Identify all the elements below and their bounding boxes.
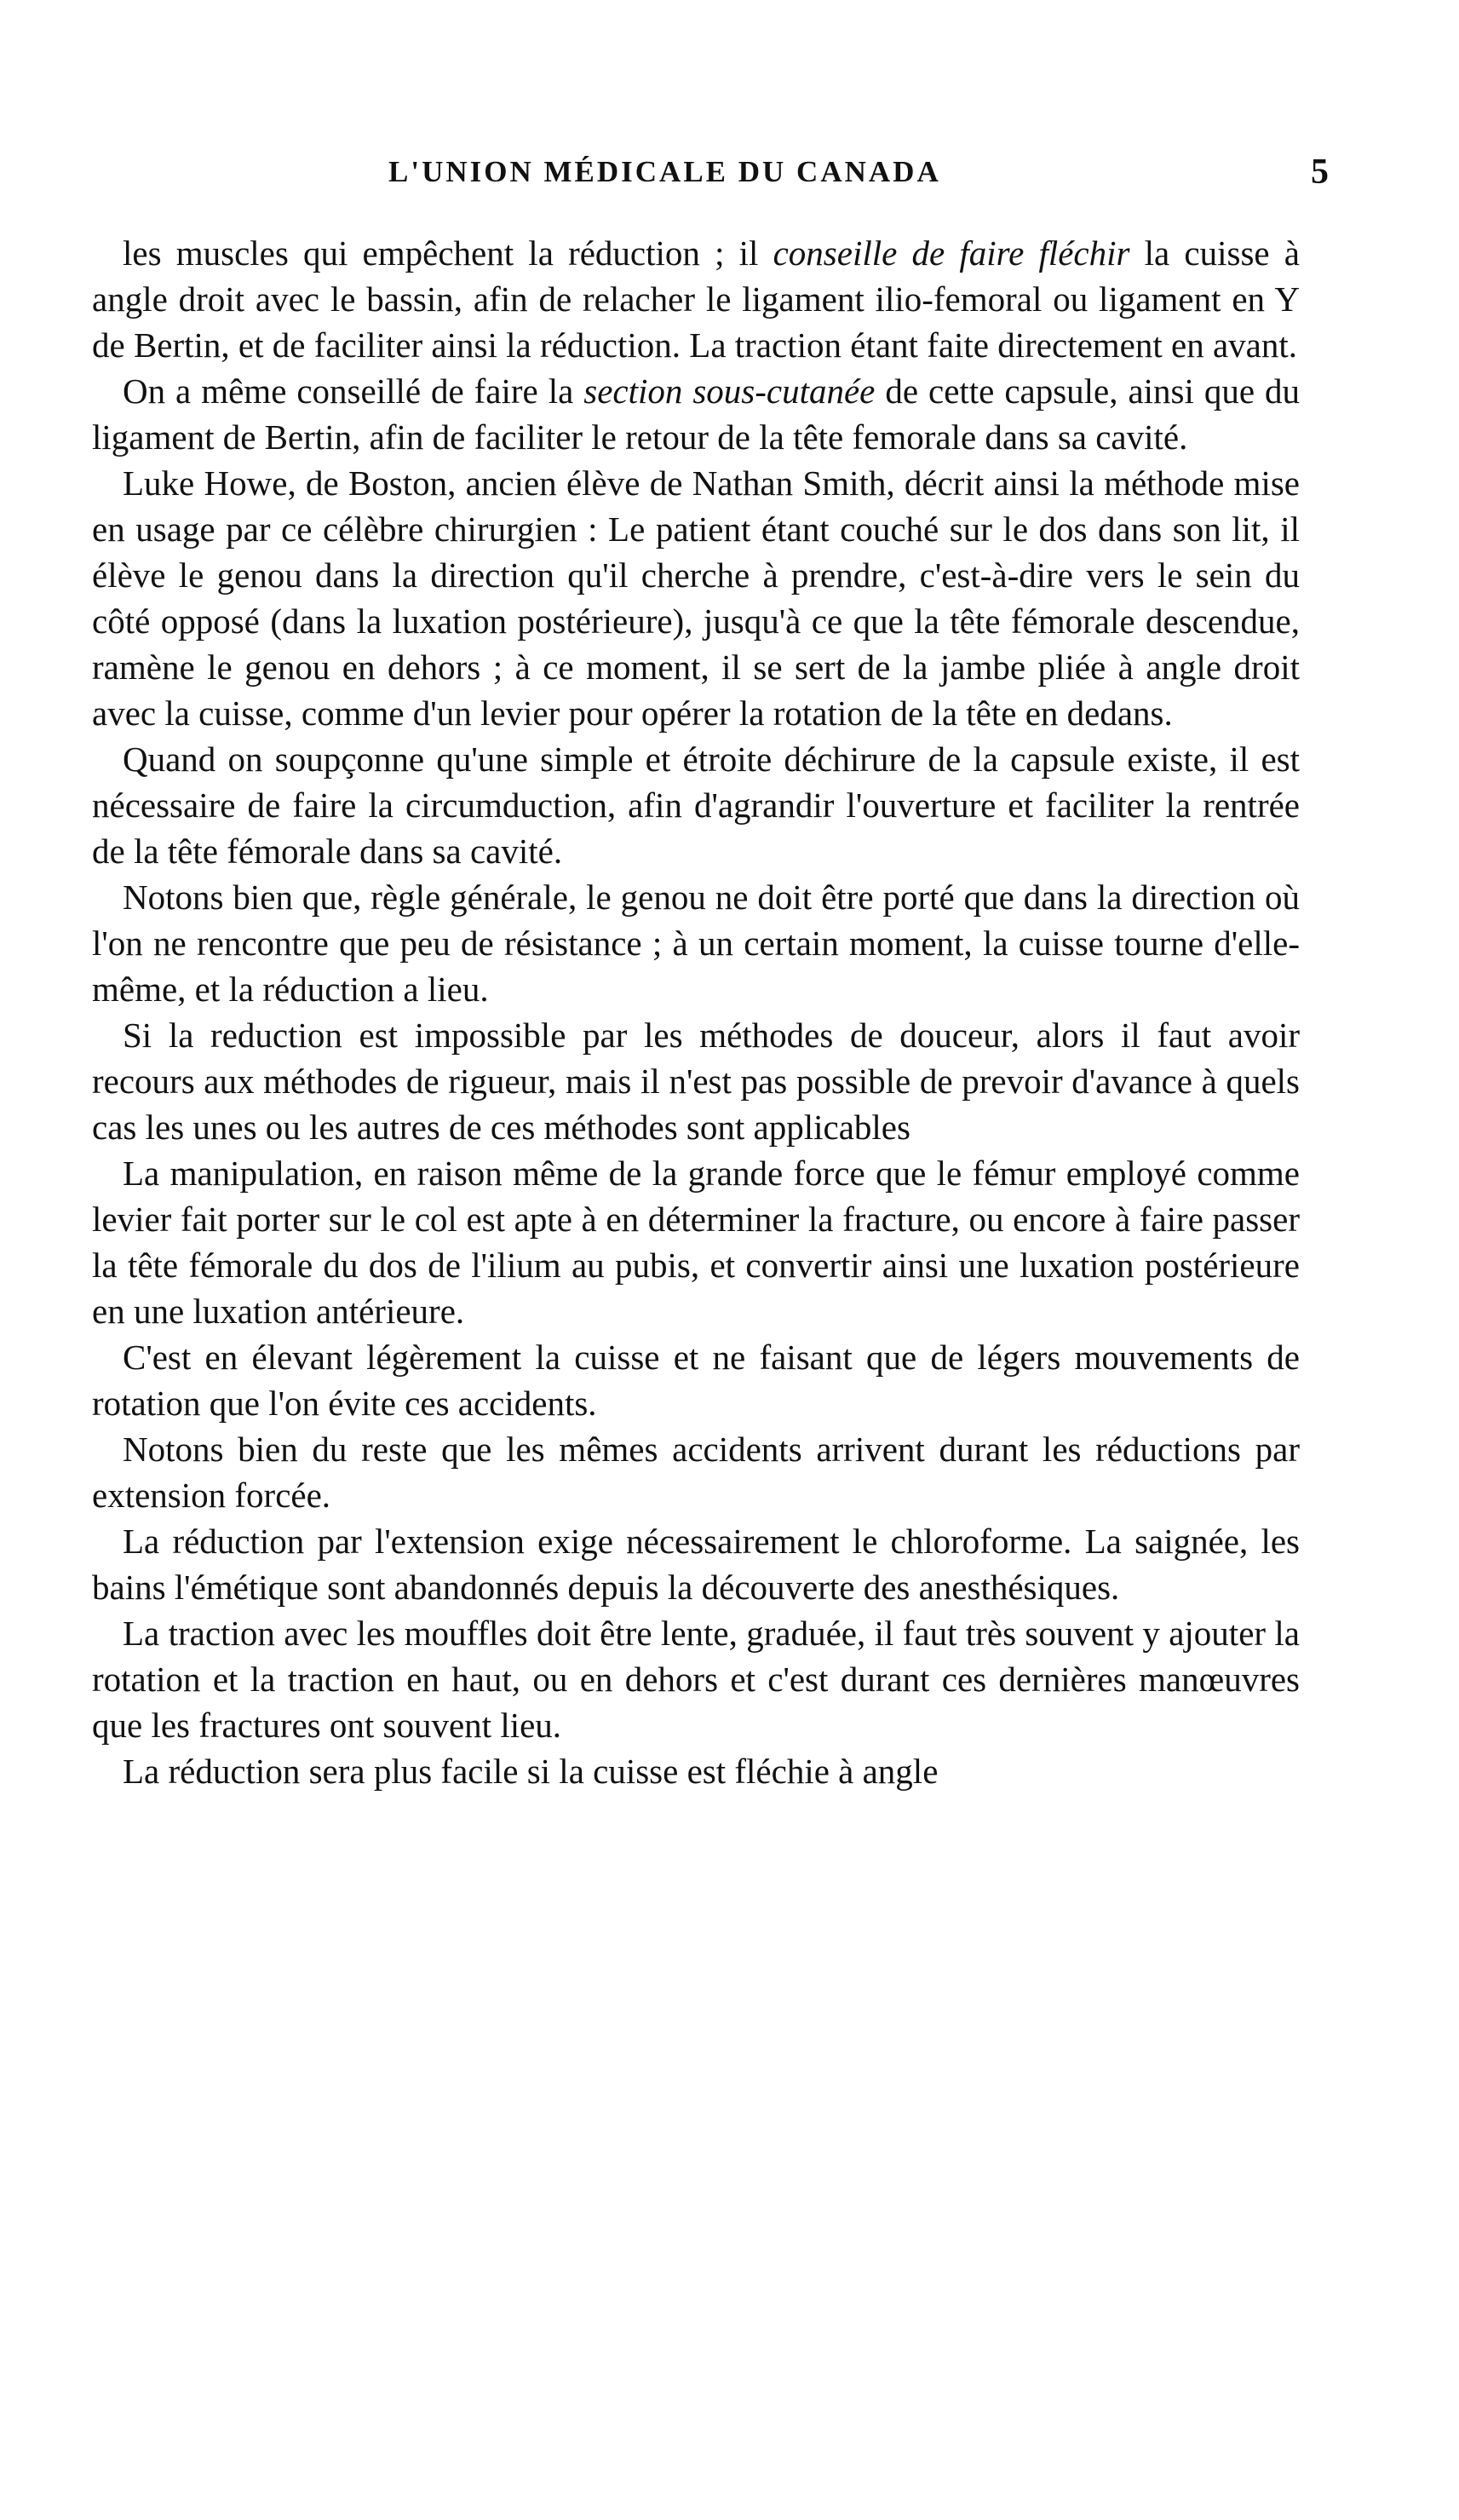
paragraph: Quand on soupçonne qu'une simple et étroite déchirure de la capsule existe, il est nécessaire de faire la circumduction, afin d'agrandir l'ouverture et faciliter la rentrée de la tête fémorale dans sa cavité. [92, 739, 1300, 871]
emphasis-text: conseille de faire fléchir [773, 233, 1130, 273]
paragraph: Si la reduction est impossible par les méthodes de douceur, alors il faut avoir recours aux méthodes de rigueur, mais il n'est pas possible de prevoir d'avance à quels cas les unes ou les autres de ces méthodes sont applicables [92, 1015, 1300, 1147]
paragraph: Notons bien que, règle générale, le genou ne doit être porté que dans la direction où l'on ne rencontre que peu de résistance ; à un certain moment, la cuisse tourne d'elle-même, et la réduction a lieu. [92, 877, 1300, 1009]
paragraph: Luke Howe, de Boston, ancien élève de Nathan Smith, décrit ainsi la méthode mise en usage par ce célèbre chirurgien : Le patient étant couché sur le dos dans son lit, il élève le genou dans la direction qu'il cherche à prendre, c'est-à-dire vers le sein du côté opposé (dans la luxation postérieure), jusqu'à ce que la tête fémorale descendue, ramène le genou en dehors ; à ce moment, il se sert de la jambe pliée à angle droit avec la cuisse, comme d'un levier pour opérer la rotation de la tête en dedans. [92, 463, 1300, 733]
paragraph: les muscles qui empêchent la réduction ; il conseille de faire fléchir la cuisse à angle droit avec le bassin, afin de relacher le ligament ilio-femoral ou ligament en Y de Bertin, et de faciliter ainsi la réduction. La traction étant faite directement en avant. [92, 233, 1300, 365]
paragraph: On a même conseillé de faire la section sous-cutanée de cette capsule, ainsi que du ligament de Bertin, afin de faciliter le retour de la tête femorale dans sa cavité. [92, 371, 1300, 457]
running-title: L'UNION MÉDICALE DU CANADA [388, 155, 941, 188]
page-header [119, 152, 1329, 206]
paragraph: La réduction par l'extension exige nécessairement le chloroforme. La saignée, les bains l'émétique sont abandonnés depuis la découverte des anesthésiques. [92, 1522, 1300, 1607]
body-text [92, 230, 1300, 1794]
paragraph: C'est en élevant légèrement la cuisse et ne faisant que de légers mouvements de rotation que l'on évite ces accidents. [92, 1338, 1300, 1423]
paragraph: La manipulation, en raison même de la grande force que le fémur employé comme levier fait porter sur le col est apte à en déterminer la fracture, ou encore à faire passer la tête fémorale du dos de l'ilium au pubis, et convertir ainsi une luxation postérieure en une luxation antérieure. [92, 1154, 1300, 1331]
paragraph: La traction avec les mouffles doit être lente, graduée, il faut très souvent y ajouter la rotation et la traction en haut, ou en dehors et c'est durant ces dernières manœuvres que les fractures ont souvent lieu. [92, 1614, 1300, 1745]
emphasis-text: section sous-cutanée [583, 371, 876, 411]
page-number: 5 [1311, 152, 1329, 192]
paragraph: La réduction sera plus facile si la cuisse est fléchie à angle [123, 1752, 939, 1791]
paragraph: Notons bien du reste que les mêmes accidents arrivent durant les réductions par extension forcée. [92, 1430, 1300, 1515]
